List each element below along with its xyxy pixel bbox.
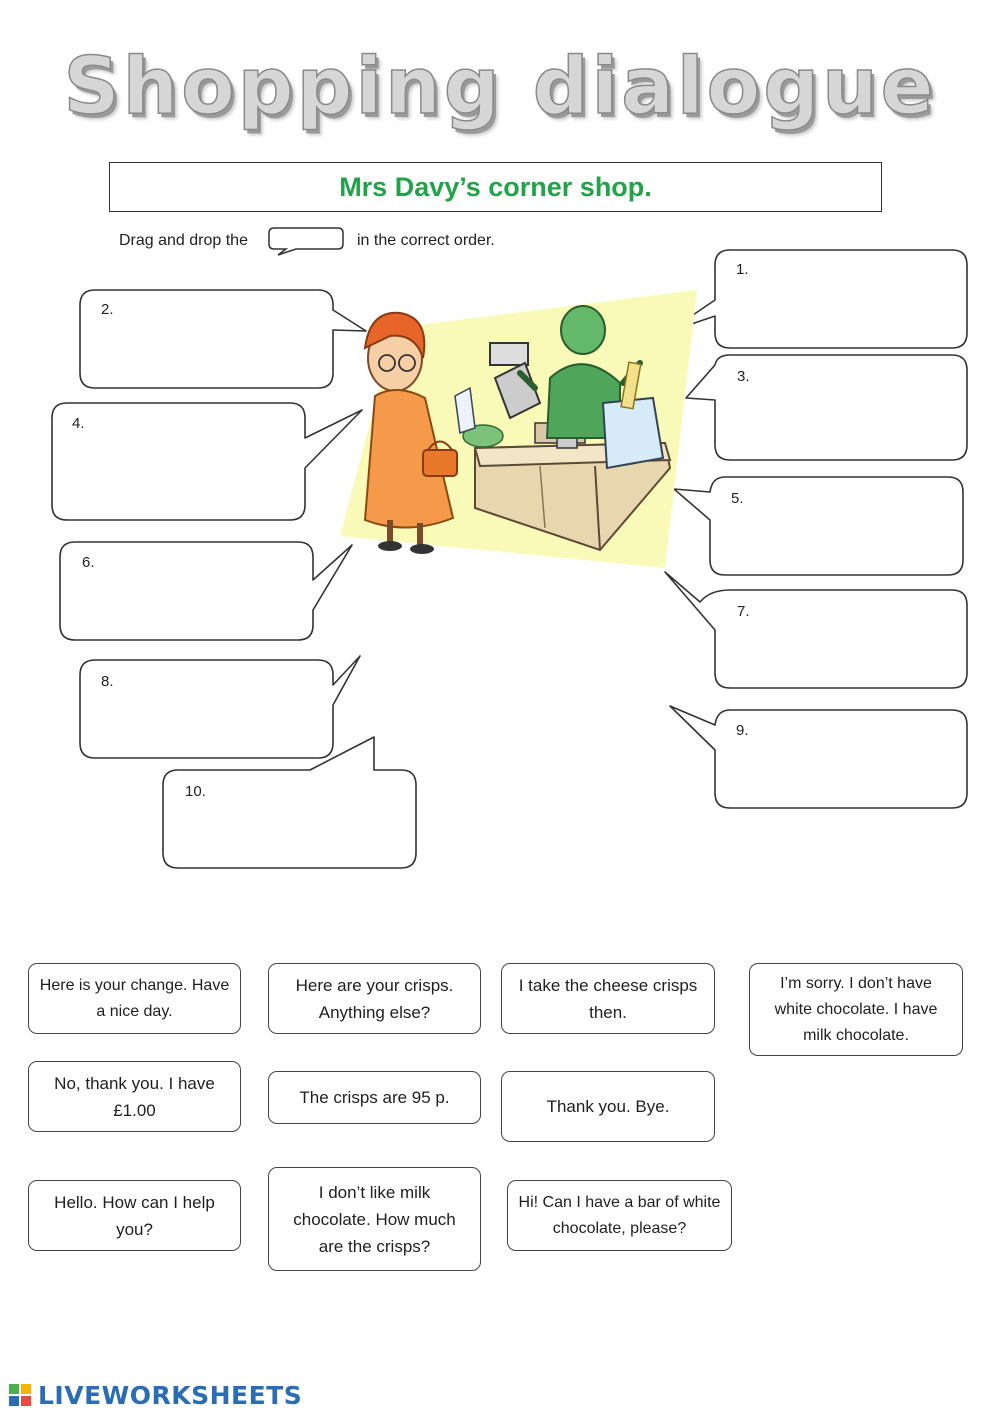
- bubble-9-number: 9.: [736, 722, 749, 739]
- footer-brand: LIVEWORKSHEETS: [38, 1380, 303, 1410]
- drop-zone-1[interactable]: [725, 282, 960, 342]
- drop-zone-5[interactable]: [720, 510, 955, 568]
- answer-card-crisps-anything-else[interactable]: Here are your crisps. Anything else?: [268, 963, 481, 1034]
- drop-zone-6[interactable]: [70, 575, 305, 633]
- bubble-7-number: 7.: [737, 603, 750, 620]
- answer-card-change[interactable]: Here is your change. Have a nice day.: [28, 963, 241, 1034]
- bubble-6-number: 6.: [82, 554, 95, 571]
- bubble-8-number: 8.: [101, 673, 114, 690]
- bubble-4-number: 4.: [72, 415, 85, 432]
- answer-card-cheese-crisps[interactable]: I take the cheese crisps then.: [501, 963, 715, 1034]
- grid-logo-icon: [8, 1383, 32, 1407]
- instruction-after: in the correct order.: [357, 232, 495, 249]
- liveworksheets-logo: [8, 1378, 302, 1412]
- drop-zone-10[interactable]: [173, 805, 408, 861]
- subtitle-text: Mrs Davy’s corner shop.: [339, 171, 652, 202]
- bubble-5-number: 5.: [731, 490, 744, 507]
- bubble-3-number: 3.: [737, 368, 750, 385]
- answer-card-milk-chocolate[interactable]: I don’t like milk chocolate. How much are the crisps?: [268, 1167, 481, 1271]
- worksheet-title: Shopping dialogue: [63, 42, 937, 132]
- answer-card-no-white-chocolate[interactable]: I’m sorry. I don’t have white chocolate. I have milk chocolate.: [749, 963, 963, 1056]
- drop-zone-9[interactable]: [725, 745, 960, 801]
- answer-card-crisps-price[interactable]: The crisps are 95 p.: [268, 1071, 481, 1124]
- drop-zone-7[interactable]: [725, 625, 960, 681]
- bubble-10-number: 10.: [185, 783, 206, 800]
- drop-zone-4[interactable]: [62, 435, 297, 513]
- drop-zone-3[interactable]: [725, 390, 960, 454]
- drop-zone-2[interactable]: [90, 320, 325, 382]
- answer-card-thank-you-bye[interactable]: Thank you. Bye.: [501, 1071, 715, 1142]
- drop-zone-8[interactable]: [90, 695, 325, 751]
- bubble-1-number: 1.: [736, 261, 749, 278]
- shop-illustration: [335, 288, 700, 573]
- bubble-2-number: 2.: [101, 301, 114, 318]
- answer-card-hello[interactable]: Hello. How can I help you?: [28, 1180, 241, 1251]
- answer-card-no-thank-you[interactable]: No, thank you. I have £1.00: [28, 1061, 241, 1132]
- instruction-before: Drag and drop the: [119, 232, 248, 249]
- answer-card-white-chocolate-request[interactable]: Hi! Can I have a bar of white chocolate, please?: [507, 1180, 732, 1251]
